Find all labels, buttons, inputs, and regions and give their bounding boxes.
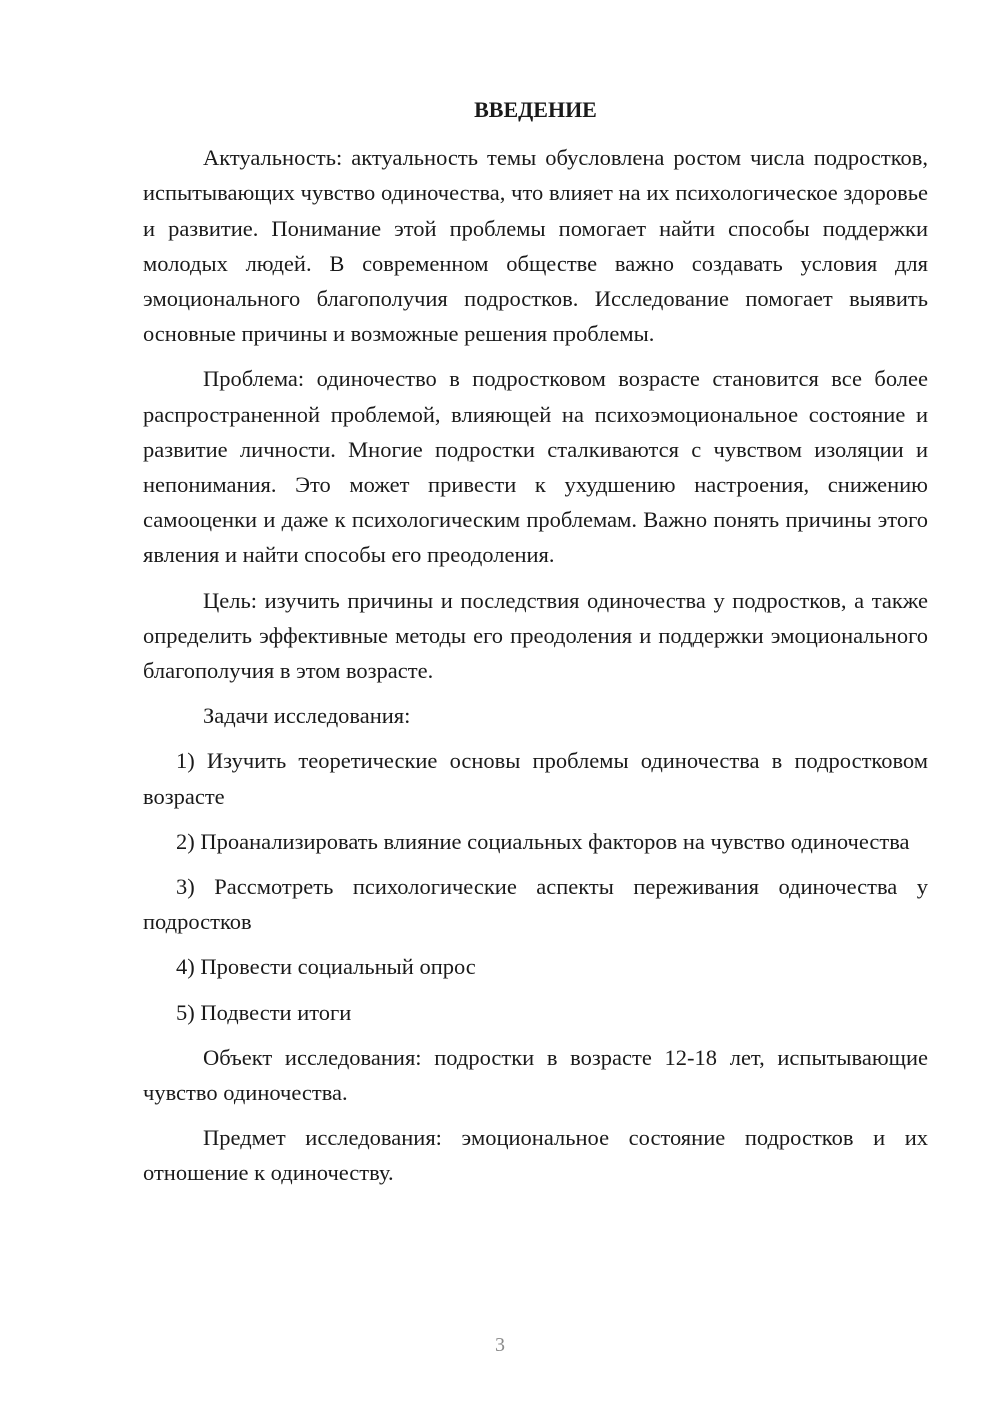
goal-paragraph: Цель: изучить причины и последствия одиночества у подростков, а также определить эффективные методы его преодоления и поддержки эмоционального благополучия в этом возрасте.: [143, 587, 928, 684]
task-item-1: 1) Изучить теоретические основы проблемы одиночества в подростковом возрасте: [143, 748, 928, 809]
relevance-paragraph: Актуальность: актуальность темы обусловлена ростом числа подростков, испытывающих чувство одиночества, что влияет на их психологическое здоровье и развитие. Понимание этой проблемы помогает найти способы поддержки молодых людей. В современном обществе важно создавать условия для эмоционального благополучия подростков. Исследование помогает выявить основные причины и возможные решения проблемы.: [143, 145, 928, 347]
task-item-5: 5) Подвести итоги: [176, 999, 352, 1025]
task-item-3: 3) Рассмотреть психологические аспекты переживания одиночества у подростков: [143, 874, 928, 935]
subject-paragraph: Предмет исследования: эмоциональное состояние подростков и их отношение к одиночеству.: [143, 1125, 928, 1186]
tasks-label: Задачи исследования:: [203, 703, 411, 729]
task-item-4: 4) Провести социальный опрос: [176, 954, 476, 980]
page-number: 3: [495, 1334, 505, 1356]
object-paragraph: Объект исследования: подростки в возрасте 12-18 лет, испытывающие чувство одиночества.: [143, 1044, 928, 1106]
task-item-2: 2) Проанализировать влияние социальных факторов на чувство одиночества: [176, 828, 910, 854]
section-title: ВВЕДЕНИЕ: [474, 97, 597, 122]
document-page: [143, 92, 928, 1201]
problem-paragraph: Проблема: одиночество в подростковом возрасте становится все более распространенной проблемой, влияющей на психоэмоциональное состояние и развитие личности. Многие подростки сталкиваются с чувством изоляции и непонимания. Это может привести к ухудшению настроения, снижению самооценки и даже к психологическим проблемам. Важно понять причины этого явления и найти способы его преодоления.: [143, 366, 928, 568]
